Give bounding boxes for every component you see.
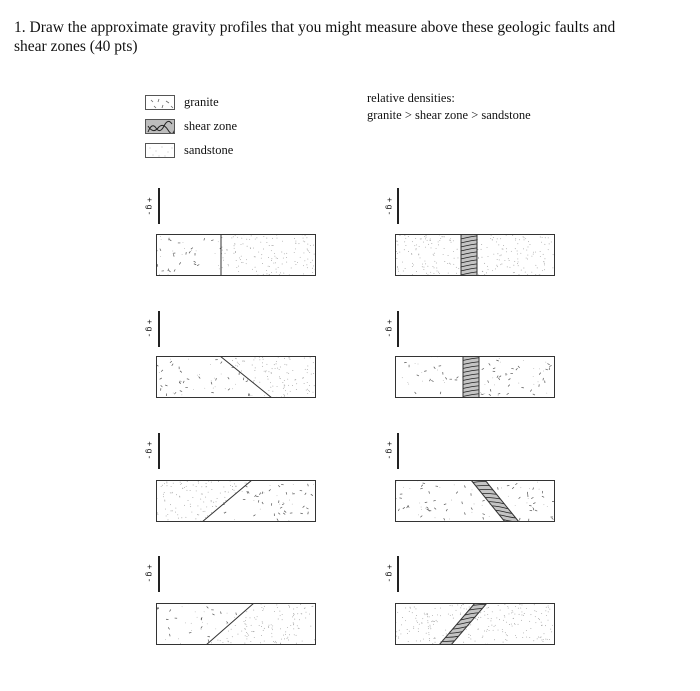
gravity-axis-bar: [397, 188, 399, 224]
cross-section-left-4: [156, 603, 316, 645]
shear-zone-swatch: [145, 119, 175, 134]
gravity-axis-label: + g -: [145, 564, 155, 582]
cross-section-right-1: [395, 234, 555, 276]
granite-pattern-icon: [146, 96, 175, 110]
question-line-2: shear zones (40 pts): [14, 38, 138, 55]
cross-section-right-4: [395, 603, 555, 645]
legend-label-shear-zone: shear zone: [184, 119, 238, 133]
question-text: [14, 18, 694, 56]
legend-label-sandstone: sandstone: [184, 143, 234, 157]
gravity-axis-bar: [397, 311, 399, 347]
relative-densities-heading: relative densities:: [367, 91, 455, 105]
gravity-axis-bar: [158, 433, 160, 469]
gravity-axis-label: + g -: [385, 319, 395, 337]
cross-section-left-1: [156, 234, 316, 276]
gravity-axis-label: + g -: [145, 197, 155, 215]
sandstone-swatch: [145, 143, 175, 158]
gravity-axis-label: + g -: [385, 564, 395, 582]
gravity-axis-label: + g -: [385, 441, 395, 459]
cross-section-right-2: [395, 356, 555, 398]
question-line-1: 1. Draw the approximate gravity profiles that you might measure above these geologic faults and: [14, 19, 616, 36]
cross-section-right-3: [395, 480, 555, 522]
granite-swatch: [145, 95, 175, 110]
cross-section-left-2: [156, 356, 316, 398]
gravity-axis-label: + g -: [145, 319, 155, 337]
gravity-axis-bar: [397, 556, 399, 592]
gravity-axis-bar: [397, 433, 399, 469]
relative-densities-order: granite > shear zone > sandstone: [367, 108, 531, 122]
cross-section-left-3: [156, 480, 316, 522]
gravity-axis-label: + g -: [385, 197, 395, 215]
legend-label-granite: granite: [184, 95, 219, 109]
gravity-axis-bar: [158, 556, 160, 592]
sandstone-pattern-icon: [146, 144, 175, 158]
gravity-axis-label: + g -: [145, 441, 155, 459]
shear-zone-pattern-icon: [146, 120, 175, 134]
gravity-axis-bar: [158, 311, 160, 347]
gravity-axis-bar: [158, 188, 160, 224]
